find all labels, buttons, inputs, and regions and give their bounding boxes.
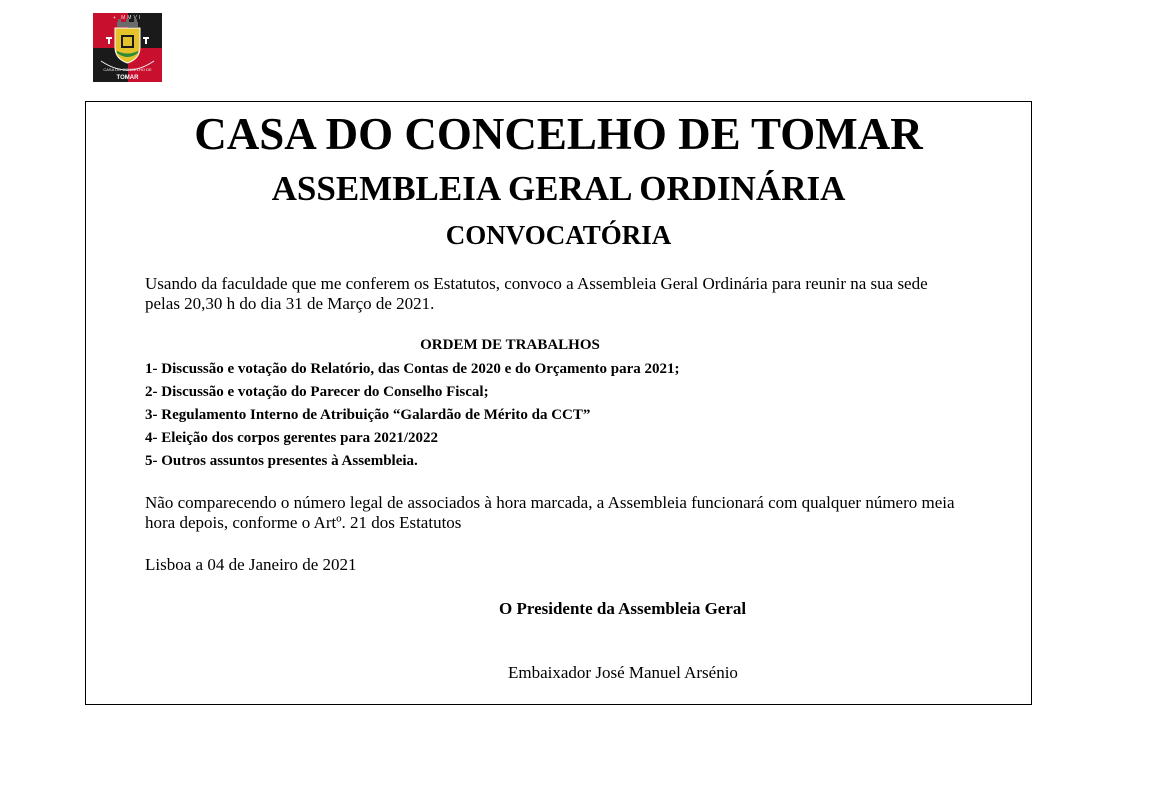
document-title: CASA DO CONCELHO DE TOMAR	[194, 109, 923, 159]
agenda-item: 4- Eleição dos corpos gerentes para 2021/2022	[145, 430, 439, 446]
agenda-item: 2- Discussão e votação do Parecer do Conselho Fiscal;	[145, 384, 489, 400]
closing-paragraph: Não comparecendo o número legal de associados à hora marcada, a Assembleia funcionará com qualquer número meia hora depois, conforme o Artº. 21 dos Estatutos	[145, 493, 955, 532]
logo-ring-text: CASA DO CONCELHO DE	[103, 67, 152, 72]
agenda-item: 1- Discussão e votação do Relatório, das Contas de 2020 e do Orçamento para 2021;	[145, 361, 680, 377]
agenda-item: 5- Outros assuntos presentes à Assembleia.	[145, 453, 418, 469]
document-subtitle: ASSEMBLEIA GERAL ORDINÁRIA	[271, 169, 846, 208]
date-line: Lisboa a 04 de Janeiro de 2021	[145, 555, 357, 574]
logo-bottom-text: TOMAR	[116, 75, 139, 81]
notice-frame	[85, 101, 1032, 705]
intro-paragraph: Usando da faculdade que me conferem os Estatutos, convoco a Assembleia Geral Ordinária para reunir na sua sede pelas 20,30 h do dia 31 de Março de 2021.	[145, 274, 928, 313]
document-heading: CONVOCATÓRIA	[445, 220, 672, 250]
crest-logo	[93, 13, 162, 82]
signatory-title: O Presidente da Assembleia Geral	[499, 599, 747, 618]
agenda-heading: ORDEM DE TRABALHOS	[420, 337, 600, 353]
agenda-item: 3- Regulamento Interno de Atribuição “Galardão de Mérito da CCT”	[145, 407, 591, 423]
logo-top-text: + MMVI	[112, 15, 143, 21]
agenda-list	[145, 360, 680, 475]
signatory-name: Embaixador José Manuel Arsénio	[508, 663, 738, 682]
